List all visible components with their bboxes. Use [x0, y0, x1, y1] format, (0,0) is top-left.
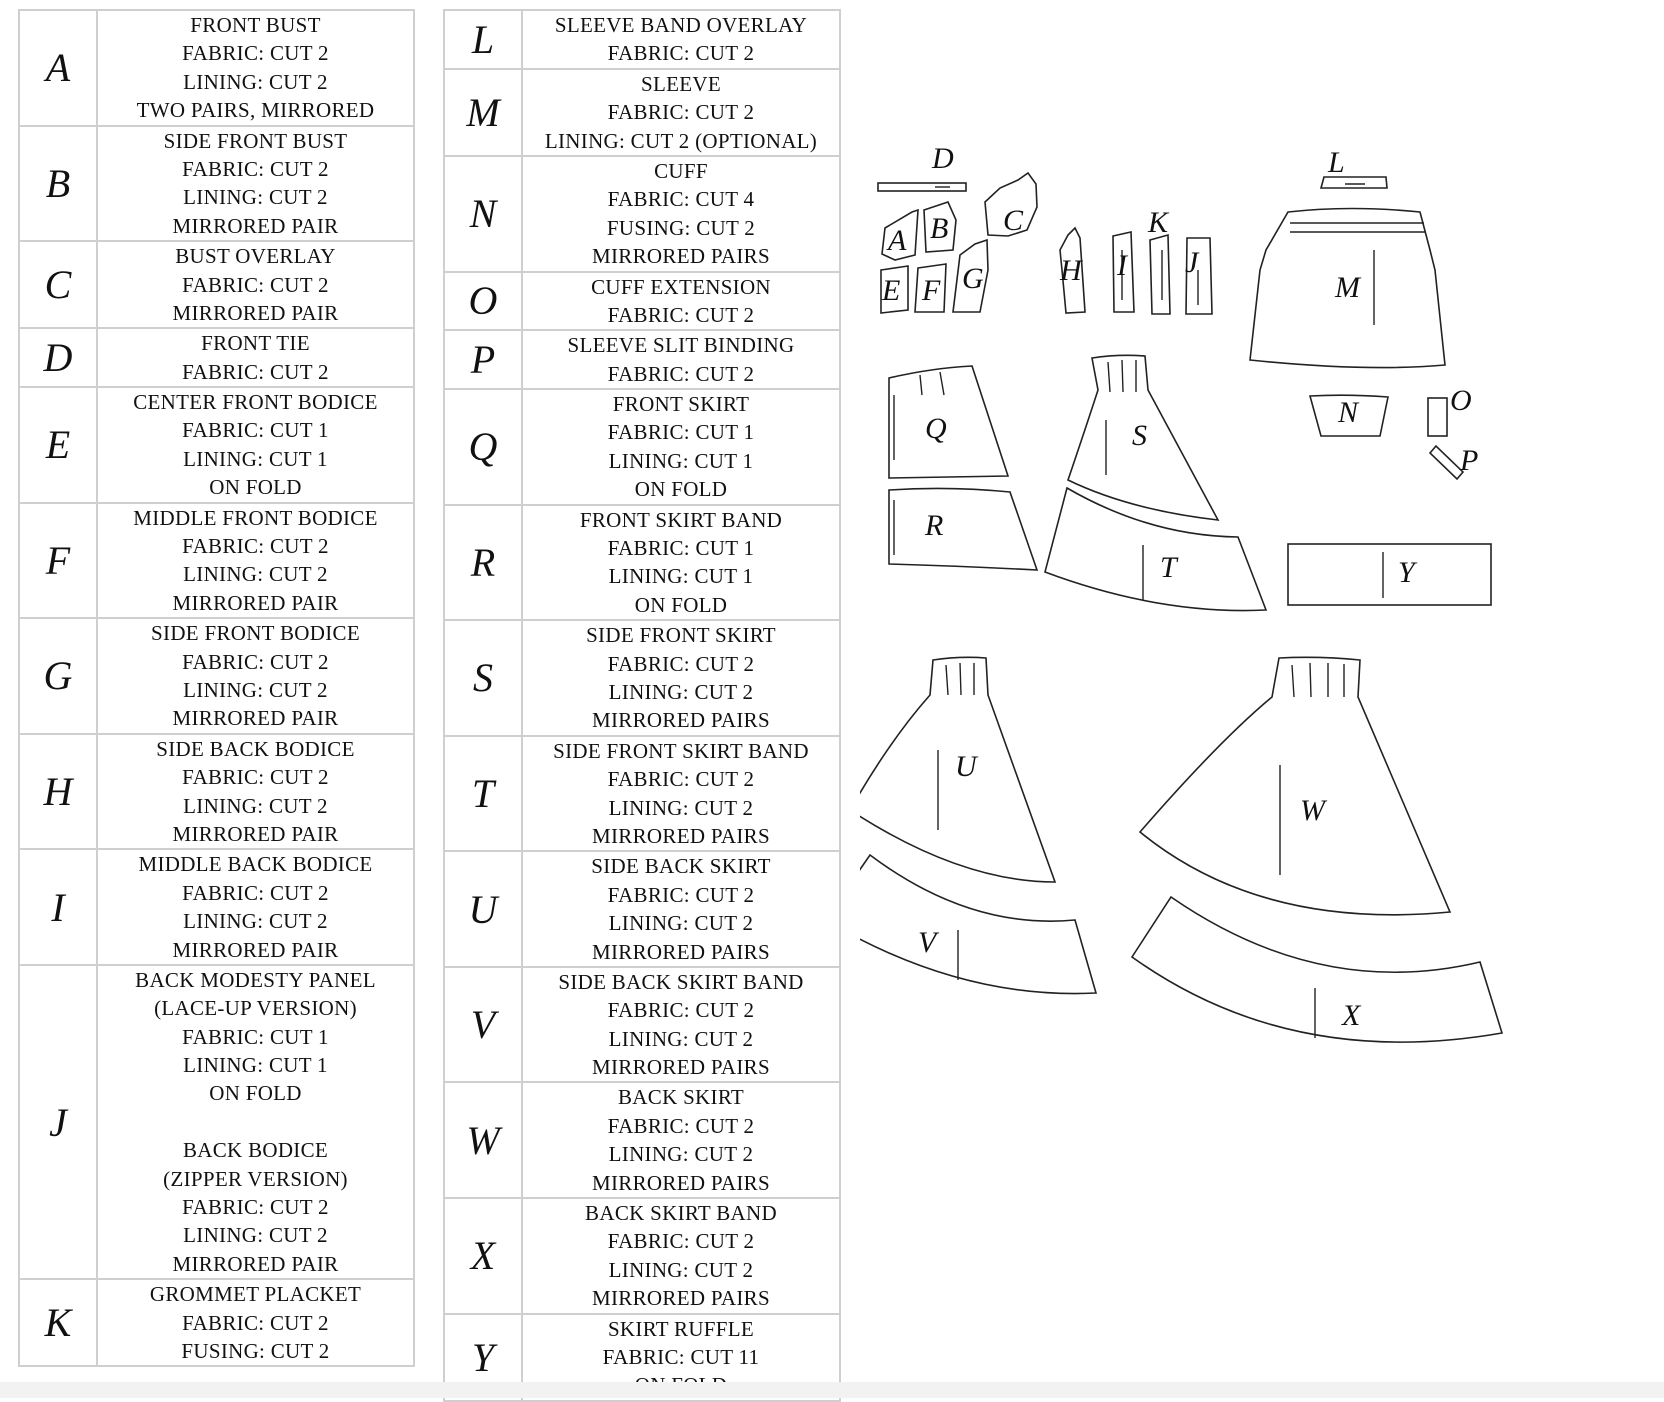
instruction-line: LINING: CUT 1	[608, 564, 754, 589]
instruction-line: LINING: CUT 2	[183, 562, 328, 587]
piece-letter: S	[444, 620, 522, 736]
instruction-line: CENTER FRONT BODICE	[133, 390, 378, 415]
instruction-line: FABRIC: CUT 2	[607, 1113, 755, 1138]
instruction-line: SIDE FRONT BUST	[163, 128, 348, 153]
piece-cutting-instructions	[97, 126, 414, 242]
piece-row-q	[444, 389, 840, 505]
pattern-piece-v	[860, 855, 1096, 994]
piece-label-g: G	[962, 262, 984, 295]
instruction-line: FABRIC: CUT 2	[182, 880, 329, 905]
pattern-piece-n	[1310, 395, 1388, 436]
pattern-piece-w	[1140, 657, 1450, 914]
pattern-piece-c	[985, 173, 1037, 237]
instruction-line: FABRIC: CUT 2	[607, 302, 755, 327]
pattern-piece-q	[889, 366, 1008, 478]
instruction-line: MIRRORED PAIRS	[592, 244, 770, 269]
piece-label-t: T	[1160, 551, 1177, 584]
instruction-line: MIRRORED PAIR	[172, 213, 339, 238]
piece-row-j	[19, 965, 414, 1279]
instruction-line: FABRIC: CUT 2	[607, 361, 755, 386]
piece-row-h	[19, 734, 414, 850]
instruction-line: CUFF EXTENSION	[591, 274, 771, 299]
instruction-line: SIDE FRONT BODICE	[151, 621, 360, 646]
instruction-line: BACK SKIRT BAND	[585, 1201, 777, 1226]
piece-cutting-instructions	[522, 1082, 840, 1198]
instruction-line: LINING: CUT 2	[608, 911, 754, 936]
piece-letter: H	[19, 734, 97, 850]
instruction-line: FABRIC: CUT 2	[607, 651, 755, 676]
piece-label-l: L	[1328, 146, 1345, 179]
instruction-line: SLEEVE BAND OVERLAY	[554, 13, 808, 37]
piece-row-n	[444, 156, 840, 272]
piece-label-m: M	[1335, 271, 1360, 304]
piece-letter: I	[19, 849, 97, 965]
piece-row-m	[444, 69, 840, 156]
piece-label-u: U	[955, 750, 977, 783]
piece-label-d: D	[932, 142, 954, 175]
instruction-line: FABRIC: CUT 1	[607, 420, 755, 445]
pattern-piece-s	[1068, 355, 1218, 520]
instruction-line: BACK BODICE	[182, 1138, 329, 1163]
piece-letter: L	[444, 10, 522, 69]
instruction-line: (LACE-UP VERSION)	[154, 996, 357, 1021]
instruction-line: GROMMET PLACKET	[149, 1282, 362, 1307]
instruction-line: SKIRT RUFFLE	[607, 1316, 755, 1341]
cutting-table-right	[443, 9, 841, 1402]
piece-cutting-instructions	[522, 69, 840, 156]
instruction-line: LINING: CUT 2	[608, 795, 754, 820]
instruction-line: ON FOLD	[209, 475, 302, 500]
piece-letter: C	[19, 241, 97, 328]
instruction-line: LINING: CUT 2	[183, 185, 328, 210]
piece-letter: N	[444, 156, 522, 272]
piece-label-h: H	[1060, 254, 1082, 287]
pattern-piece-a	[882, 210, 918, 260]
instruction-line: MIRRORED PAIRS	[592, 708, 770, 733]
piece-letter: Y	[444, 1314, 522, 1401]
piece-letter: G	[19, 618, 97, 734]
instruction-line: MIRRORED PAIRS	[592, 823, 770, 848]
pattern-layout-diagram	[860, 140, 1600, 1100]
instruction-line: FABRIC: CUT 2	[607, 998, 755, 1023]
instruction-line: FABRIC: CUT 2	[182, 534, 329, 559]
instruction-line: FABRIC: CUT 2	[607, 882, 755, 907]
piece-row-o	[444, 272, 840, 331]
instruction-line: LINING: CUT 2	[608, 1026, 754, 1051]
piece-letter: V	[444, 967, 522, 1083]
pattern-piece-d	[878, 142, 966, 191]
piece-cutting-instructions	[522, 620, 840, 736]
piece-row-c	[19, 241, 414, 328]
piece-label-i: I	[1117, 249, 1127, 282]
instruction-line: LINING: CUT 2	[608, 1257, 754, 1282]
instruction-line: LINING: CUT 2	[183, 793, 328, 818]
piece-label-v: V	[918, 926, 937, 959]
instruction-line: ON FOLD	[209, 1081, 302, 1106]
instruction-line: ON FOLD	[634, 477, 728, 502]
piece-cutting-instructions	[522, 156, 840, 272]
instruction-line: FABRIC: CUT 2	[182, 1195, 329, 1220]
piece-row-r	[444, 505, 840, 621]
pattern-piece-x	[1132, 897, 1502, 1042]
instruction-line: SIDE BACK BODICE	[156, 736, 355, 761]
instruction-line: FABRIC: CUT 2	[607, 41, 755, 66]
piece-label-s: S	[1132, 419, 1147, 452]
instruction-line: SLEEVE SLIT BINDING	[567, 333, 795, 358]
piece-letter: U	[444, 851, 522, 967]
piece-label-w: W	[1300, 794, 1325, 827]
instruction-line: FABRIC: CUT 11	[602, 1344, 760, 1369]
instruction-line: FRONT TIE	[201, 331, 310, 356]
piece-cutting-instructions	[97, 387, 414, 503]
piece-cutting-instructions	[97, 734, 414, 850]
instruction-line: MIDDLE BACK BODICE	[138, 852, 373, 877]
pattern-piece-b	[924, 202, 956, 252]
piece-row-w	[444, 1082, 840, 1198]
piece-label-n: N	[1338, 396, 1359, 429]
instruction-line: BACK MODESTY PANEL	[135, 967, 376, 992]
piece-row-k	[19, 1279, 414, 1366]
piece-letter: J	[19, 965, 97, 1279]
piece-letter: X	[444, 1198, 522, 1314]
instruction-line: MIRRORED PAIR	[172, 1251, 339, 1276]
instruction-line: MIRRORED PAIR	[172, 590, 339, 615]
piece-cutting-instructions	[522, 272, 840, 331]
piece-row-e	[19, 387, 414, 503]
piece-cutting-instructions	[522, 505, 840, 621]
piece-cutting-instructions	[522, 851, 840, 967]
instruction-line: MIRRORED PAIR	[172, 706, 339, 731]
pattern-piece-k	[1147, 206, 1170, 314]
instruction-line: LINING: CUT 1	[608, 448, 754, 473]
instruction-line: FUSING: CUT 2	[606, 215, 756, 240]
instruction-line: FABRIC: CUT 1	[607, 536, 755, 561]
instruction-line: LINING: CUT 2	[183, 909, 328, 934]
instruction-line: TWO PAIRS, MIRRORED	[136, 98, 375, 123]
piece-letter: P	[444, 330, 522, 389]
instruction-line: FRONT BUST	[190, 13, 321, 37]
instruction-line	[98, 1108, 413, 1136]
instruction-line: FABRIC: CUT 2	[182, 765, 329, 790]
piece-label-e: E	[882, 274, 901, 307]
piece-label-j: J	[1185, 246, 1199, 279]
instruction-line: FUSING: CUT 2	[181, 1338, 330, 1363]
piece-letter: W	[444, 1082, 522, 1198]
piece-row-x	[444, 1198, 840, 1314]
piece-letter: K	[19, 1279, 97, 1366]
piece-cutting-instructions	[522, 10, 840, 69]
piece-row-g	[19, 618, 414, 734]
piece-row-t	[444, 736, 840, 852]
pattern-piece-u	[860, 657, 1055, 882]
piece-label-c: C	[1003, 204, 1024, 237]
instruction-line: (ZIPPER VERSION)	[163, 1166, 348, 1191]
piece-row-i	[19, 849, 414, 965]
pattern-piece-l	[1321, 146, 1387, 188]
instruction-line: FABRIC: CUT 1	[182, 1024, 329, 1049]
instruction-line: FABRIC: CUT 4	[607, 187, 755, 212]
instruction-line: MIRRORED PAIRS	[592, 1055, 770, 1080]
instruction-line: FABRIC: CUT 2	[607, 767, 755, 792]
instruction-line: BUST OVERLAY	[175, 244, 336, 269]
instruction-line: MIRRORED PAIR	[172, 937, 339, 962]
instruction-line: LINING: CUT 2	[608, 1142, 754, 1167]
instruction-line: LINING: CUT 1	[183, 446, 328, 471]
piece-letter: A	[19, 10, 97, 126]
instruction-line: SIDE FRONT SKIRT	[586, 623, 776, 648]
piece-cutting-instructions	[522, 736, 840, 852]
piece-label-x: X	[1342, 999, 1361, 1032]
piece-cutting-instructions	[97, 503, 414, 619]
instruction-line: LINING: CUT 2	[183, 677, 328, 702]
piece-label-y: Y	[1398, 556, 1415, 589]
instruction-line: SIDE BACK SKIRT BAND	[558, 969, 804, 994]
piece-row-v	[444, 967, 840, 1083]
instruction-line: CUFF	[654, 158, 708, 183]
piece-letter: T	[444, 736, 522, 852]
instruction-line: LINING: CUT 2	[608, 679, 754, 704]
piece-label-r: R	[925, 509, 944, 542]
instruction-line: MIRRORED PAIR	[172, 821, 339, 846]
instruction-line: LINING: CUT 1	[183, 1053, 328, 1078]
piece-cutting-instructions	[97, 965, 414, 1279]
piece-cutting-instructions	[97, 328, 414, 387]
instruction-line: FABRIC: CUT 2	[182, 41, 329, 66]
instruction-line: BACK SKIRT	[617, 1085, 744, 1110]
instruction-line: MIRRORED PAIR	[172, 300, 339, 325]
page-bottom-edge	[0, 1382, 1664, 1398]
pattern-piece-j	[1185, 238, 1212, 314]
pattern-piece-r	[889, 488, 1037, 570]
piece-row-b	[19, 126, 414, 242]
piece-row-s	[444, 620, 840, 736]
pattern-piece-f	[915, 264, 946, 312]
pattern-piece-m	[1250, 209, 1445, 368]
piece-row-d	[19, 328, 414, 387]
piece-letter: B	[19, 126, 97, 242]
instruction-line: SIDE FRONT SKIRT BAND	[553, 738, 809, 763]
piece-label-b: B	[930, 212, 949, 245]
piece-cutting-instructions	[522, 967, 840, 1083]
piece-label-f: F	[922, 274, 941, 307]
piece-row-f	[19, 503, 414, 619]
piece-row-p	[444, 330, 840, 389]
piece-label-k: K	[1148, 206, 1169, 239]
piece-letter: M	[444, 69, 522, 156]
instruction-line: FRONT SKIRT BAND	[579, 507, 783, 532]
instruction-line: FABRIC: CUT 1	[182, 418, 329, 443]
piece-letter: D	[19, 328, 97, 387]
instruction-line: FABRIC: CUT 2	[607, 100, 755, 125]
instruction-line: FABRIC: CUT 2	[607, 1229, 755, 1254]
instruction-line: FABRIC: CUT 2	[182, 156, 329, 181]
piece-label-o: O	[1450, 384, 1472, 417]
piece-row-a	[19, 10, 414, 126]
instruction-line: LINING: CUT 2	[183, 1223, 328, 1248]
piece-label-p: P	[1460, 444, 1479, 477]
cutting-table-left	[18, 9, 415, 1367]
piece-cutting-instructions	[97, 10, 414, 126]
piece-cutting-instructions	[97, 849, 414, 965]
piece-letter: Q	[444, 389, 522, 505]
piece-letter: O	[444, 272, 522, 331]
piece-cutting-instructions	[97, 618, 414, 734]
instruction-line: FABRIC: CUT 2	[182, 649, 329, 674]
piece-row-l	[444, 10, 840, 69]
instruction-line: SIDE BACK SKIRT	[591, 854, 771, 879]
instruction-line: SLEEVE	[641, 71, 721, 96]
pattern-piece-o	[1428, 384, 1472, 436]
piece-letter: R	[444, 505, 522, 621]
instruction-line: FABRIC: CUT 2	[182, 272, 329, 297]
instruction-line: FABRIC: CUT 2	[182, 1310, 329, 1335]
pattern-piece-y	[1288, 544, 1491, 605]
pattern-piece-h	[1059, 228, 1085, 313]
instruction-line: MIRRORED PAIRS	[592, 1286, 770, 1311]
pattern-piece-p	[1430, 444, 1478, 479]
piece-label-a: A	[888, 224, 907, 257]
instruction-line: ON FOLD	[634, 592, 728, 617]
piece-cutting-instructions	[522, 1198, 840, 1314]
pattern-piece-i	[1113, 232, 1134, 312]
piece-row-u	[444, 851, 840, 967]
piece-cutting-instructions	[522, 330, 840, 389]
piece-letter: E	[19, 387, 97, 503]
instruction-line: MIRRORED PAIRS	[592, 939, 770, 964]
pattern-piece-g	[953, 240, 988, 312]
piece-label-q: Q	[925, 412, 947, 445]
piece-letter: F	[19, 503, 97, 619]
instruction-line: FRONT SKIRT	[612, 392, 750, 417]
piece-cutting-instructions	[522, 389, 840, 505]
instruction-line: MIRRORED PAIRS	[592, 1170, 770, 1195]
instruction-line: FABRIC: CUT 2	[182, 359, 329, 384]
pattern-piece-e	[881, 266, 908, 313]
instruction-line: LINING: CUT 2 (OPTIONAL)	[544, 128, 818, 153]
instruction-line: MIDDLE FRONT BODICE	[133, 505, 378, 530]
piece-cutting-instructions	[97, 1279, 414, 1366]
instruction-line: LINING: CUT 2	[183, 69, 328, 94]
piece-cutting-instructions	[97, 241, 414, 328]
